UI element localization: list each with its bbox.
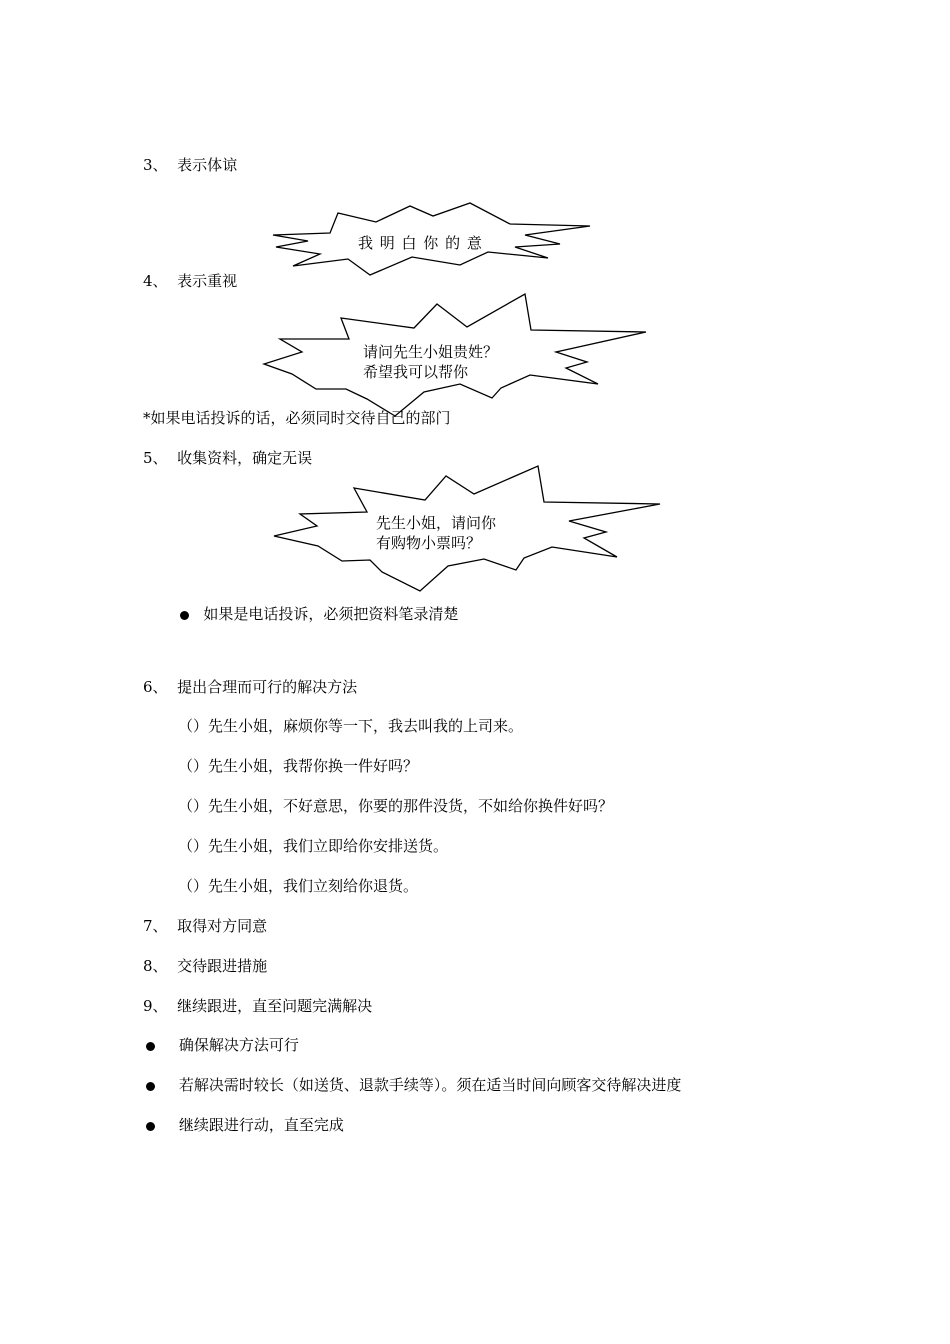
step-number: 9、	[143, 997, 168, 1015]
step-number: 4、	[143, 272, 168, 290]
option-text: 先生小姐，我帮你换一件好吗？	[208, 757, 419, 775]
step-text: 交待跟进措施	[177, 957, 268, 975]
follow-up-bullet	[146, 1075, 681, 1095]
step-text: 取得对方同意	[177, 917, 268, 935]
step-number: 8、	[143, 957, 168, 975]
bullet-icon	[146, 1042, 155, 1051]
step-text: 提出合理而可行的解决方法	[177, 678, 358, 696]
step-text: 表示重视	[177, 272, 238, 290]
option-marker: （）	[178, 877, 209, 895]
bullet-text: 若解决需时较长（如送货、退款手续等）。须在适当时间向顾客交待解决进度	[178, 1076, 682, 1094]
step-text: 继续跟进，直至问题完满解决	[177, 997, 373, 1015]
bullet-icon	[146, 1122, 155, 1131]
follow-up-bullet	[146, 1115, 344, 1135]
bullet-icon	[180, 611, 189, 620]
bullet-text: 如果是电话投诉，必须把资料笔录清楚	[203, 605, 459, 623]
step-text: 表示体谅	[177, 156, 238, 174]
phone-record-bullet	[180, 604, 458, 624]
step-8-heading	[143, 956, 267, 976]
solution-option	[178, 716, 523, 736]
bullet-text: 确保解决方法可行	[178, 1036, 299, 1054]
step-4-heading	[143, 271, 237, 291]
option-marker: （）	[178, 837, 209, 855]
step-number: 5、	[143, 449, 168, 467]
option-marker: （）	[178, 757, 209, 775]
follow-up-bullet	[146, 1035, 299, 1055]
step-text: 收集资料，确定无误	[177, 449, 313, 467]
step-number: 6、	[143, 678, 168, 696]
step-9-heading	[143, 996, 372, 1016]
bullet-text: 继续跟进行动，直至完成	[178, 1116, 344, 1134]
option-marker: （）	[178, 717, 209, 735]
option-text: 先生小姐，麻烦你等一下，我去叫我的上司来。	[208, 717, 524, 735]
bullet-icon	[146, 1082, 155, 1091]
phone-complaint-note: *如果电话投诉的话，必须同时交待自己的部门	[143, 409, 451, 427]
solution-option	[178, 796, 613, 816]
bubble-3-line-2: 有购物小票吗？	[376, 534, 482, 552]
option-text: 先生小姐，我们立即给你安排送货。	[208, 837, 449, 855]
step-7-heading	[143, 916, 267, 936]
step-6-heading	[143, 677, 357, 697]
bubble-2-line-1: 请问先生小姐贵姓？	[363, 343, 499, 361]
option-text: 先生小姐，不好意思，你要的那件没货，不如给你换件好吗？	[208, 797, 614, 815]
option-marker: （）	[178, 797, 209, 815]
solution-option	[178, 876, 418, 896]
step-number: 3、	[143, 156, 168, 174]
step-3-heading	[143, 155, 237, 175]
solution-option	[178, 756, 418, 776]
bubble-3-line-1: 先生小姐，请问你	[376, 514, 497, 532]
step-number: 7、	[143, 917, 168, 935]
bubble-2-line-2: 希望我可以帮你	[363, 363, 469, 381]
option-text: 先生小姐，我们立刻给你退货。	[208, 877, 419, 895]
bubble-1-text: 我 明 白 你 的 意	[358, 234, 483, 252]
solution-option	[178, 836, 448, 856]
